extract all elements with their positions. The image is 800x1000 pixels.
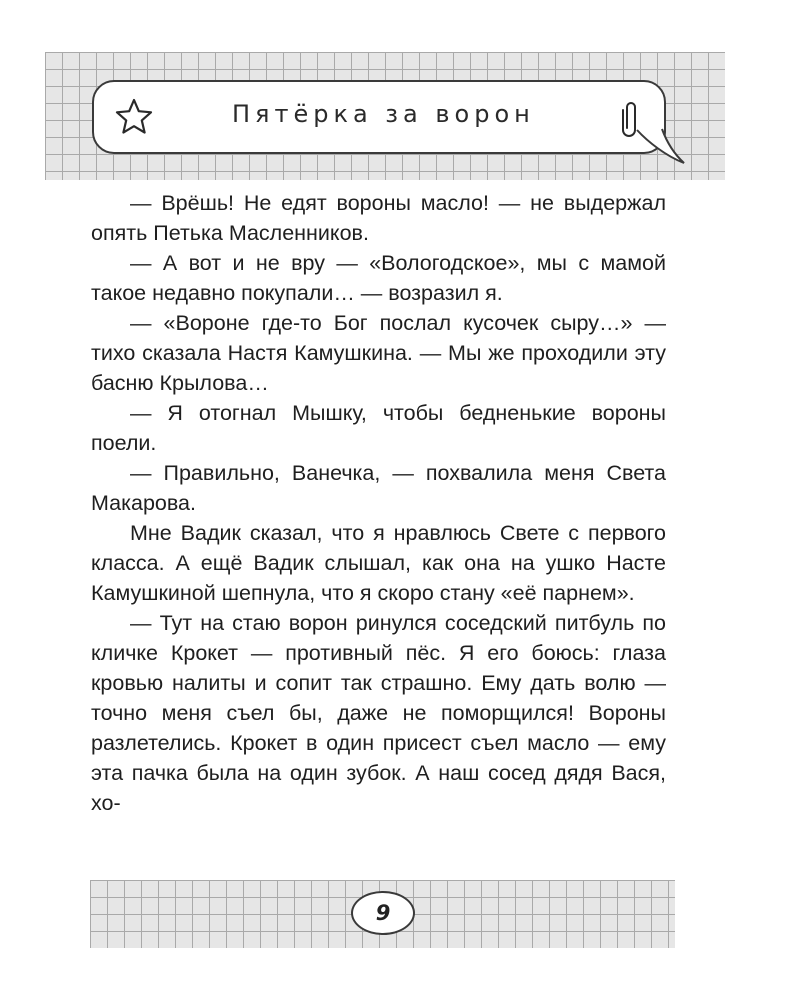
page-number: 9 (351, 891, 415, 935)
story-text (91, 188, 666, 818)
paragraph: — Правильно, Ванечка, — похвалила меня Света Макарова. (91, 461, 666, 515)
paragraph: — Я отогнал Мышку, чтобы бедненькие вороны поели. (91, 401, 666, 455)
paragraph: — Тут на стаю ворон ринулся соседский питбуль по кличке Крокет — противный пёс. Я его боюсь: глаза кровью налиты и сопит так страшно. Ему дать волю — точно меня съел бы, даже не поморщился! Вороны разлетелись. Крокет в один присест съел масло — ему эта пачка была на один зубок. А наш сосед дядя Вася, хо- (91, 611, 666, 815)
paragraph: — «Вороне где-то Бог послал кусочек сыру…» — тихо сказала Настя Камушкина. — Мы же проходили эту басню Крылова… (91, 311, 666, 395)
paperclip-icon (618, 98, 642, 140)
paragraph: — Врёшь! Не едят вороны масло! — не выдержал опять Петька Масленников. (91, 191, 666, 245)
star-outline-icon (114, 97, 154, 137)
header-speech-tail (636, 128, 686, 166)
paragraph: — А вот и не вру — «Вологодское», мы с мамой такое недавно покупали… — возразил я. (91, 251, 666, 305)
chapter-title: Пятёрка за ворон (232, 100, 535, 128)
paragraph: Мне Вадик сказал, что я нравлюсь Свете с первого класса. А ещё Вадик слышал, как она на ушко Насте Камушкиной шепнула, что я скоро стану «её парнем». (91, 521, 666, 605)
